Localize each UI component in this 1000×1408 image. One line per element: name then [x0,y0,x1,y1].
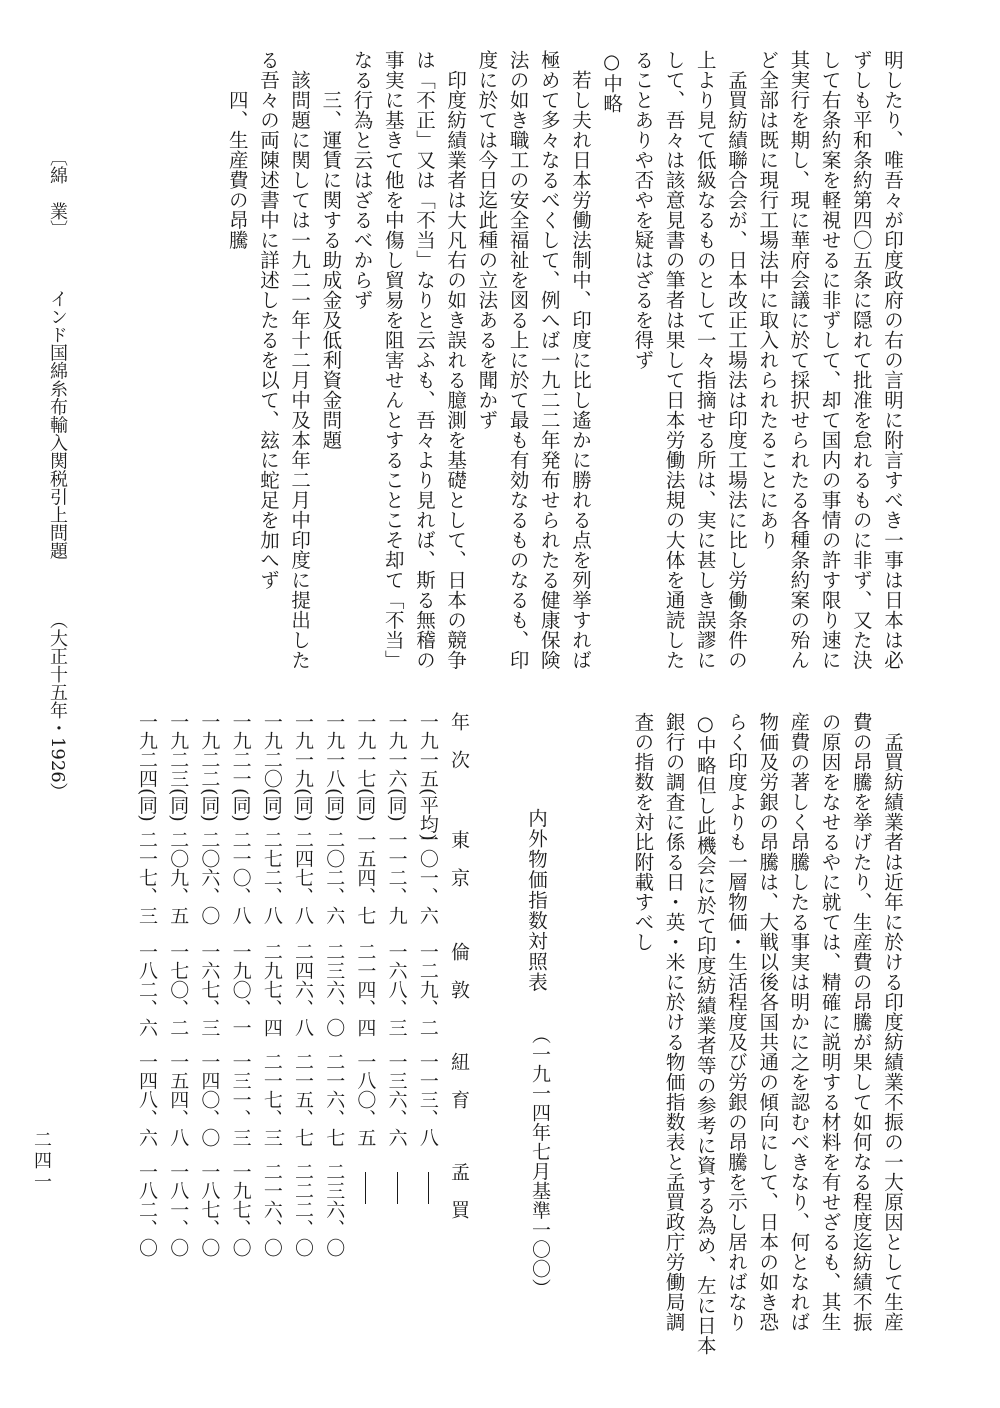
table-cell: 一三一、三 [229,1052,252,1147]
table-cell: 一九一六(同) [385,712,408,822]
upper-text-line: 其実行を期し、現に華府会議に於て採択せられたる各種条約案の殆ん [787,50,811,670]
upper-text-line: 若し夫れ日本労働法制中、印度に比し遙かに勝れる点を列挙すれば [568,50,592,670]
table-cell: 二一六、〇 [260,1162,283,1257]
upper-text-block [222,50,908,670]
table-cell: 一九〇、一 [229,942,252,1037]
lower-text-line: 銀行の調査に係る日・英・米に於ける物価指数表と孟買政庁労働局調 [662,712,686,1332]
table-basis-note: （一九一四年七月基準一〇〇） [529,1025,551,1298]
table-cell: 二一六、七 [323,1052,346,1147]
table-cell: 一九二一(同) [229,712,252,822]
table-cell: 一九二二(同) [198,712,221,822]
table-cell: 二一〇、八 [229,830,252,925]
table-header-cell: 紐 育 [448,1052,470,1109]
lower-text-line: の原因をなせるやに就ては、精確に説明する材料を有せざるも、其生 [818,712,842,1332]
upper-text-line: 明したり、唯吾々が印度政府の右の言明に附言すべき一事は日本は必 [881,50,904,670]
table-cell: 二七二、八 [260,830,283,925]
table-cell: 一五四、八 [167,1052,190,1147]
table-title: 内外物価指数対照表 [525,808,548,993]
upper-text-line: 該問題に関しては一九二一年十二月中及本年二月中印度に提出した [288,50,312,670]
table-cell: 二九七、四 [260,942,283,1037]
table-cell: 一六八、三 [385,942,408,1037]
lower-text-line: 孟買紡績業者は近年に於ける印度紡績業不振の一大原因として生産 [881,712,904,1332]
table-cell: 一七〇、二 [167,942,190,1037]
table-cell: 一九一八(同) [323,712,346,822]
lower-text-line: 費の昂騰を挙げたり、生産費の昂騰が果して如何なる程度迄紡績不振 [849,712,873,1332]
lower-text-block [627,712,908,1356]
table-cell: 一四〇、〇 [198,1052,221,1147]
upper-text-line: 度に於ては今日迄此種の立法あるを聞かず [475,50,499,430]
table-cell: 一九二四(同) [136,712,158,822]
footer-title: インド国綿糸布輸入関税引上問題 [47,289,68,560]
table-cell: 二一七、三 [260,1052,283,1147]
upper-text-line: ○中略 [600,50,624,114]
table-cell: 二四七、八 [292,830,314,925]
upper-text-line: 事実に基きて他を中傷し貿易を阻害せんとすることこそ却て「不当」 [381,50,405,670]
upper-text-line: して、吾々は該意見書の筆者は果して日本労働法規の大体を通読した [662,50,686,670]
table-cell: 一八七、〇 [198,1162,221,1257]
table-cell: 二一四、四 [354,942,377,1037]
upper-text-line: 孟買紡績聯合会が、日本改正工場法は印度工場法に比し労働条件の [724,50,748,670]
table-cell: 一九二三(同) [167,712,190,822]
table-cell: 一一三、八 [416,1052,439,1147]
upper-text-line: ることありや否やを疑はざるを得ず [631,50,655,370]
upper-text-line: 上より見て低級なるものとして一々指摘せる所は、実に甚しき誤謬に [693,50,717,670]
table-cell: 二一七、三 [136,830,158,925]
table-header-cell: 倫 敦 [448,942,470,999]
table-header-cell: 孟 買 [448,1162,470,1219]
table-cell: 一九一五(平均) [416,712,439,841]
upper-text-line: は「不正」又は「不当」なりと云ふも、吾々より見れば、斯る無稽の [412,50,436,670]
upper-text-line: 極めて多々なるべくして、例へば一九二二年発布せられたる健康保険 [537,50,561,670]
footer-section: 〔綿 業〕 [47,148,68,238]
table-cell: 二〇二、六 [323,830,346,925]
table-cell: 一八一、〇 [167,1162,190,1257]
upper-text-line: 四、生産費の昂騰 [225,50,249,250]
table-cell: 二三六、〇 [323,942,346,1037]
table-cell: 一八二、〇 [136,1162,158,1257]
upper-text-line: ど全部は既に現行工場法中に取入れられたることにあり [756,50,780,550]
upper-text-line: る吾々の両陳述書中に詳述したるを以て、玆に蛇足を加へず [256,50,280,590]
upper-text-line: 印度紡績業者は大凡右の如き誤れる臆測を基礎として、日本の競争 [444,50,468,670]
upper-text-line: なる行為と云はざるべからず [350,50,374,310]
lower-text-line: らく印度よりも一層物価・生活程度及び労銀の昂騰を示し居ればなり [724,712,748,1332]
table-cell: 一八〇、五 [354,1052,377,1147]
table-cell: 一八二、六 [136,942,158,1037]
table-cell: 一四八、六 [136,1052,158,1147]
upper-text-line: ずしも平和条約第四〇五条に隠れて批准を怠れるものに非ず、又た決 [849,50,873,670]
table-cell: 一九七、〇 [229,1162,252,1257]
table-cell: 一三六、六 [385,1052,408,1147]
empty-value-dash [417,1162,439,1181]
table-cell: 二一五、七 [292,1052,314,1147]
table-header-cell: 年 次 [448,712,470,769]
lower-text-line: 査の指数を対比附載すべし [631,712,655,952]
lower-text-line: ○中略但し此機会に於て印度紡績業者等の参考に資する為め、左に日本 [693,712,717,1356]
table-cell: 一九二〇(同) [260,712,283,822]
table-cell: 一九一九(同) [292,712,314,822]
page-number: 二四一 [31,1130,52,1193]
table-cell: 一六七、三 [198,942,221,1037]
upper-text-line: 法の如き職工の安全福祉を図る上に於て最も有効なるものなるも、印 [506,50,530,670]
table-cell: 二三六、〇 [323,1162,346,1257]
table-cell: 一二九、二 [416,942,439,1037]
table-cell: 一〇一、六 [416,830,439,925]
table-cell: 一一二、九 [385,830,408,925]
table-cell: 一九一七(同) [354,712,377,822]
table-cell: 二四六、八 [292,942,314,1037]
upper-text-line: して右条約案を軽視せるに非ずして、却て国内の事情の許す限り速に [818,50,842,670]
lower-text-line: 産費の著しく昂騰したる事実は明かに之を認むべきなり、何となれば [787,712,811,1332]
table-cell: 二二二、〇 [292,1162,314,1257]
lower-text-line: 物価及労銀の昂騰は、大戦以後各国共通の傾向にして、日本の如き恐 [756,712,780,1332]
table-cell: 二〇九、五 [167,830,190,925]
running-footer [44,148,70,801]
footer-year: （大正十五年・1926） [47,610,68,801]
empty-value-dash [386,1162,408,1181]
table-cell: 一五四、七 [354,830,377,925]
table-header-cell: 東 京 [448,830,470,887]
upper-text-line: 三、運賃に関する助成金及低利資金問題 [319,50,343,450]
table-cell: 二〇六、〇 [198,830,221,925]
empty-value-dash [354,1162,376,1181]
